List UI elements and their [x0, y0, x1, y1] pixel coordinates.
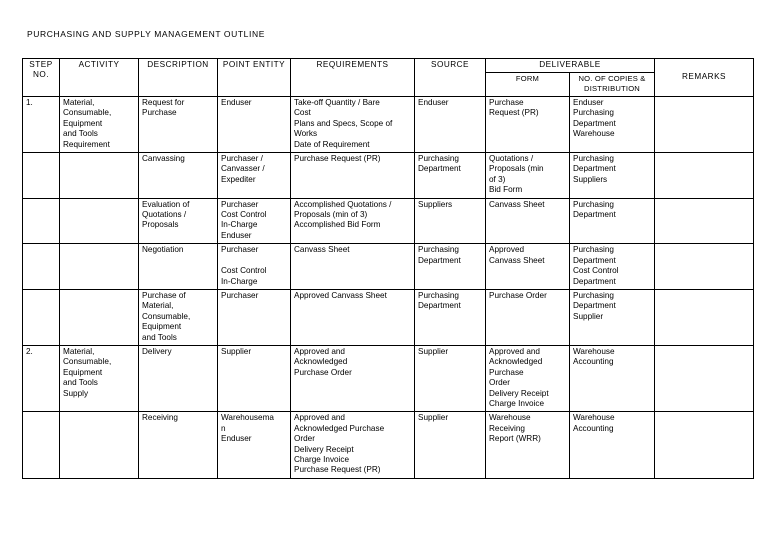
cell-description: Delivery [139, 345, 218, 411]
cell-source: Supplier [415, 412, 486, 478]
cell-remarks [655, 345, 754, 411]
cell-requirements: Accomplished Quotations / Proposals (min of 3) Accomplished Bid Form [291, 198, 415, 244]
cell-copies: Purchasing Department Cost Control Department [570, 244, 655, 290]
cell-point-entity: Warehousema n Enduser [218, 412, 291, 478]
cell-description: Evaluation of Quotations / Proposals [139, 198, 218, 244]
cell-point-entity: Purchaser Cost Control In-Charge [218, 244, 291, 290]
header-requirements: REQUIREMENTS [291, 59, 415, 97]
table-row [23, 345, 754, 411]
cell-copies: Warehouse Accounting [570, 412, 655, 478]
cell-remarks [655, 244, 754, 290]
cell-point-entity: Supplier [218, 345, 291, 411]
cell-source: Purchasing Department [415, 289, 486, 345]
header-copies: NO. OF COPIES & DISTRIBUTION [570, 73, 655, 97]
cell-description: Negotiation [139, 244, 218, 290]
cell-form: Purchase Order [486, 289, 570, 345]
cell-requirements: Approved and Acknowledged Purchase Order Delivery Receipt Charge Invoice Purchase Request (PR) [291, 412, 415, 478]
cell-form: Purchase Request (PR) [486, 97, 570, 153]
cell-point-entity: Purchaser / Canvasser / Expediter [218, 153, 291, 199]
cell-remarks [655, 412, 754, 478]
header-point-entity: POINT ENTITY [218, 59, 291, 97]
cell-requirements: Approved Canvass Sheet [291, 289, 415, 345]
cell-point-entity: Enduser [218, 97, 291, 153]
cell-step [23, 153, 60, 199]
cell-source: Enduser [415, 97, 486, 153]
cell-form: Approved and Acknowledged Purchase Order Delivery Receipt Charge Invoice [486, 345, 570, 411]
cell-requirements: Canvass Sheet [291, 244, 415, 290]
cell-step: 1. [23, 97, 60, 153]
cell-step [23, 289, 60, 345]
table-row [23, 153, 754, 199]
header-remarks: REMARKS [655, 59, 754, 97]
table-row [23, 198, 754, 244]
cell-source: Purchasing Department [415, 153, 486, 199]
document-title: PURCHASING AND SUPPLY MANAGEMENT OUTLINE [27, 29, 265, 39]
table-row [23, 289, 754, 345]
cell-source: Suppliers [415, 198, 486, 244]
cell-requirements: Approved and Acknowledged Purchase Order [291, 345, 415, 411]
table-row [23, 412, 754, 478]
cell-remarks [655, 289, 754, 345]
cell-source: Purchasing Department [415, 244, 486, 290]
cell-point-entity: Purchaser [218, 289, 291, 345]
cell-description: Canvassing [139, 153, 218, 199]
cell-remarks [655, 198, 754, 244]
cell-description: Receiving [139, 412, 218, 478]
header-form: FORM [486, 73, 570, 97]
cell-activity [60, 198, 139, 244]
cell-activity: Material, Consumable, Equipment and Tools Requirement [60, 97, 139, 153]
cell-form: Warehouse Receiving Report (WRR) [486, 412, 570, 478]
header-activity: ACTIVITY [60, 59, 139, 97]
table-row [23, 244, 754, 290]
cell-form: Canvass Sheet [486, 198, 570, 244]
cell-remarks [655, 153, 754, 199]
cell-step [23, 198, 60, 244]
cell-description: Purchase of Material, Consumable, Equipment and Tools [139, 289, 218, 345]
cell-source: Supplier [415, 345, 486, 411]
cell-step [23, 412, 60, 478]
header-description: DESCRIPTION [139, 59, 218, 97]
cell-copies: Enduser Purchasing Department Warehouse [570, 97, 655, 153]
header-source: SOURCE [415, 59, 486, 97]
cell-copies: Purchasing Department Suppliers [570, 153, 655, 199]
cell-requirements: Purchase Request (PR) [291, 153, 415, 199]
cell-activity [60, 289, 139, 345]
cell-description: Request for Purchase [139, 97, 218, 153]
cell-copies: Purchasing Department Supplier [570, 289, 655, 345]
cell-activity: Material, Consumable, Equipment and Tools Supply [60, 345, 139, 411]
cell-activity [60, 153, 139, 199]
header-deliverable: DELIVERABLE [486, 59, 655, 73]
header-step: STEP NO. [23, 59, 60, 97]
cell-copies: Warehouse Accounting [570, 345, 655, 411]
cell-remarks [655, 97, 754, 153]
cell-point-entity: Purchaser Cost Control In-Charge Enduser [218, 198, 291, 244]
cell-form: Approved Canvass Sheet [486, 244, 570, 290]
cell-activity [60, 244, 139, 290]
cell-activity [60, 412, 139, 478]
cell-step [23, 244, 60, 290]
outline-table [22, 58, 754, 479]
cell-form: Quotations / Proposals (min of 3) Bid Form [486, 153, 570, 199]
table-row [23, 97, 754, 153]
cell-step: 2. [23, 345, 60, 411]
cell-requirements: Take-off Quantity / Bare Cost Plans and Specs, Scope of Works Date of Requirement [291, 97, 415, 153]
cell-copies: Purchasing Department [570, 198, 655, 244]
